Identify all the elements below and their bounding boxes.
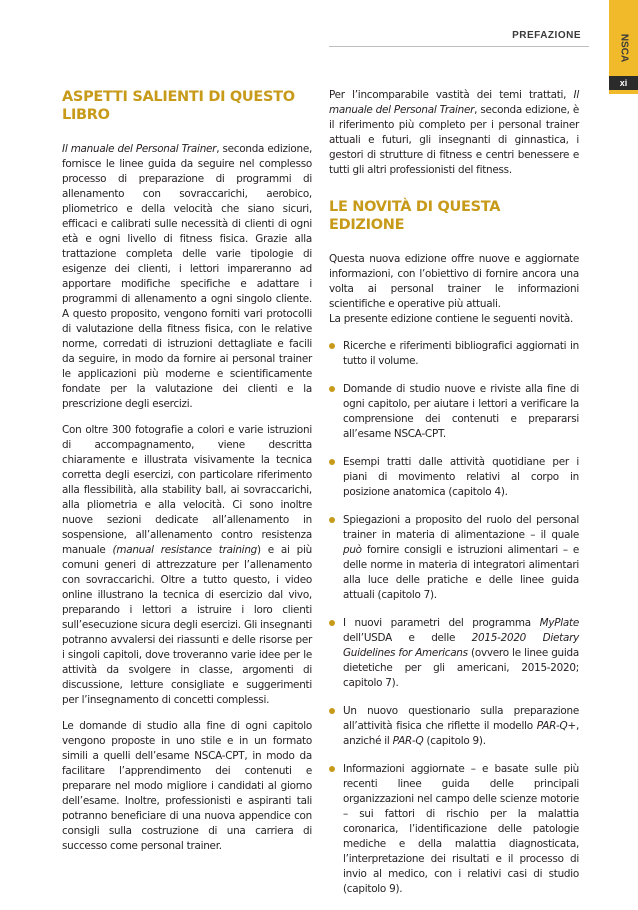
text-run: Per l’incomparabile vastità dei temi trattati, bbox=[329, 89, 574, 101]
text-run: , seconda edizione, fornisce le linee guida da seguire nel complesso processo di preparazione di programmi di allenamento con sovraccarichi, aerobico, pliometrico e della velocità che siano sicuri, efficaci e calibrati sulle necessità di clienti di ogni età e ogni livello di fitness fisica. Grazie alla trattazione completa delle varie tipologie di esigenze dei clienti, i lettori impareranno ad apportare modifiche specifiche e adattare i programmi di allenamento a ogni singolo cliente. A questo proposito, vengono forniti vari protocolli di valutazione della fitness fisica, con le relative norme, corredati di istruzioni dettagliate e facili da seguire, in modo da fornire ai personal trainer le applicazioni più moderne e scientificamente fondate per la valutazione dei clienti e la prescrizione degli esercizi. bbox=[62, 143, 313, 410]
text-run: Le domande di studio alla fine di ogni capitolo vengono proposte in uno stile e in un formato simili a quelli dell’esame NSCA-CPT, in modo da facilitare l’apprendimento dei contenuti e preparare nel modo migliore i candidati al giorno dell’esame. Inoltre, professionisti e aspiranti tali potranno beneficiare di una nuova appendice con consigli sulla costruzione di una carriera di successo come personal trainer. bbox=[62, 720, 312, 852]
list-item bbox=[329, 616, 579, 691]
right-intro-paragraph bbox=[329, 88, 579, 178]
side-tab bbox=[609, 0, 638, 94]
left-column bbox=[62, 88, 312, 865]
text-run: Informazioni aggiornate – e basate sulle più recenti linee guida delle principali organizzazioni nel campo delle scienze motorie – sui fattori di rischio per la malattia coronarica, l’identificazione delle patologie mediche e della malattia diagnosticata, l’interpretazione dei risultati e il processo di invio al medico, con i relativi casi di studio (capitolo 9). bbox=[343, 763, 579, 895]
text-run: , seconda edizione, è il riferimento più completo per i personal trainer attuali e futuri, gli insegnanti di ginnastica, i gestori di strutture di fitness e centri benessere e tutti gli altri professionisti del fitness. bbox=[329, 104, 579, 176]
bullet-dot-icon bbox=[329, 517, 335, 523]
text-run: , anziché il bbox=[343, 720, 579, 747]
italic-text: Il manuale del Personal Trainer bbox=[62, 143, 217, 155]
bullet-dot-icon bbox=[329, 620, 335, 626]
italic-text: (manual resistance training bbox=[112, 544, 257, 556]
bullet-dot-icon bbox=[329, 343, 335, 349]
list-item bbox=[329, 455, 579, 500]
header-rule bbox=[329, 46, 589, 47]
right-paragraph bbox=[329, 312, 579, 327]
section-heading-highlights: ASPETTI SALIENTI DI QUESTO LIBRO bbox=[62, 89, 295, 123]
text-run: Con oltre 300 fotografie a colori e varie istruzioni di accompagnamento, viene descritta chiaramente e illustrata visivamente la tecnica corretta degli esercizi, con particolare riferimento alla flessibilità, alla stability ball, ai sovraccarichi, alla pliometria e alla velocità. Ci sono inoltre nuove sezioni dedicate all’allenamento in sospensione, all’allenamento contro resistenza manuale bbox=[62, 424, 312, 556]
text-run: fornire consigli e istruzioni alimentari – e delle norme in materia di integratori alimentari alla luce delle pratiche e delle linee guida attuali (capitolo 7). bbox=[343, 544, 579, 601]
list-item bbox=[329, 339, 579, 369]
right-column bbox=[329, 88, 579, 910]
list-item bbox=[329, 762, 579, 897]
section-heading-new-edition: LE NOVITÀ DI QUESTA EDIZIONE bbox=[329, 199, 501, 233]
right-paragraph bbox=[329, 252, 579, 312]
list-item-text bbox=[343, 456, 579, 498]
text-run: Domande di studio nuove e riviste alla fine di ogni capitolo, per aiutare i lettori a verificare la comprensione dei contenuti e prepararsi all’esame NSCA-CPT. bbox=[343, 383, 579, 440]
left-paragraph bbox=[62, 423, 312, 708]
bullet-dot-icon bbox=[329, 386, 335, 392]
text-run: Spiegazioni a proposito del ruolo del personal trainer in materia di alimentazione – il quale bbox=[343, 514, 579, 541]
text-run: Esempi tratti dalle attività quotidiane per i piani di movimento relativi al corpo in posizione anatomica (capitolo 4). bbox=[343, 456, 579, 498]
italic-text: 2015-2020 Dietary Guidelines for Americans bbox=[343, 632, 579, 659]
left-paragraph bbox=[62, 142, 312, 412]
list-item-text bbox=[343, 340, 579, 367]
italic-text: MyPlate bbox=[539, 617, 579, 629]
italic-text: può bbox=[343, 544, 362, 556]
italic-text: Il manuale del Personal Trainer bbox=[329, 89, 579, 116]
text-run: Questa nuova edizione offre nuove e aggiornate informazioni, con l’obiettivo di fornire ancora una volta ai personal trainer le informazioni scientifiche e operative più attuali. bbox=[329, 253, 579, 310]
page-number: xi bbox=[609, 76, 638, 90]
bullet-dot-icon bbox=[329, 459, 335, 465]
text-run: dell’USDA e delle bbox=[343, 632, 472, 644]
italic-text: PAR-Q+ bbox=[536, 720, 576, 732]
text-run: I nuovi parametri del programma bbox=[343, 617, 540, 629]
running-head-title: PREFAZIONE bbox=[512, 30, 581, 41]
list-item bbox=[329, 704, 579, 749]
list-item-text bbox=[343, 383, 579, 440]
text-run: (capitolo 9). bbox=[423, 735, 486, 747]
list-item-text bbox=[343, 514, 579, 601]
list-item-text bbox=[343, 705, 579, 747]
text-run: (ovvero le linee guida dietetiche per gli americani, 2015-2020; capitolo 7). bbox=[343, 647, 579, 689]
bullet-dot-icon bbox=[329, 708, 335, 714]
text-run: ) e ai più comuni generi di attrezzature per l’allenamento con sovraccarichi. Oltre a tutto questo, i video online illustrano la tecnica di esercizio dal vivo, preparando i lettori a istruire i loro clienti sull’esecuzione sicura degli esercizi. Gli insegnanti potranno avvalersi dei riassunti e delle risorse per i singoli capitoli, dove troveranno varie idee per le attività da svolgere in classe, argomenti di discussione, letture consigliate e suggerimenti per l’insegnamento di concetti complessi. bbox=[62, 544, 312, 706]
text-run: Ricerche e riferimenti bibliografici aggiornati in tutto il volume. bbox=[343, 340, 579, 367]
left-paragraph bbox=[62, 719, 312, 854]
list-item bbox=[329, 513, 579, 603]
list-item bbox=[329, 382, 579, 442]
text-run: Un nuovo questionario sulla preparazione all’attività fisica che riflette il modello bbox=[343, 705, 579, 732]
side-tab-label: NSCA bbox=[618, 33, 630, 63]
bullet-dot-icon bbox=[329, 766, 335, 772]
text-run: La presente edizione contiene le seguenti novità. bbox=[329, 313, 574, 325]
list-item-text bbox=[343, 617, 579, 689]
italic-text: PAR-Q bbox=[392, 735, 424, 747]
list-item-text bbox=[343, 763, 579, 895]
novelties-list bbox=[329, 339, 579, 897]
